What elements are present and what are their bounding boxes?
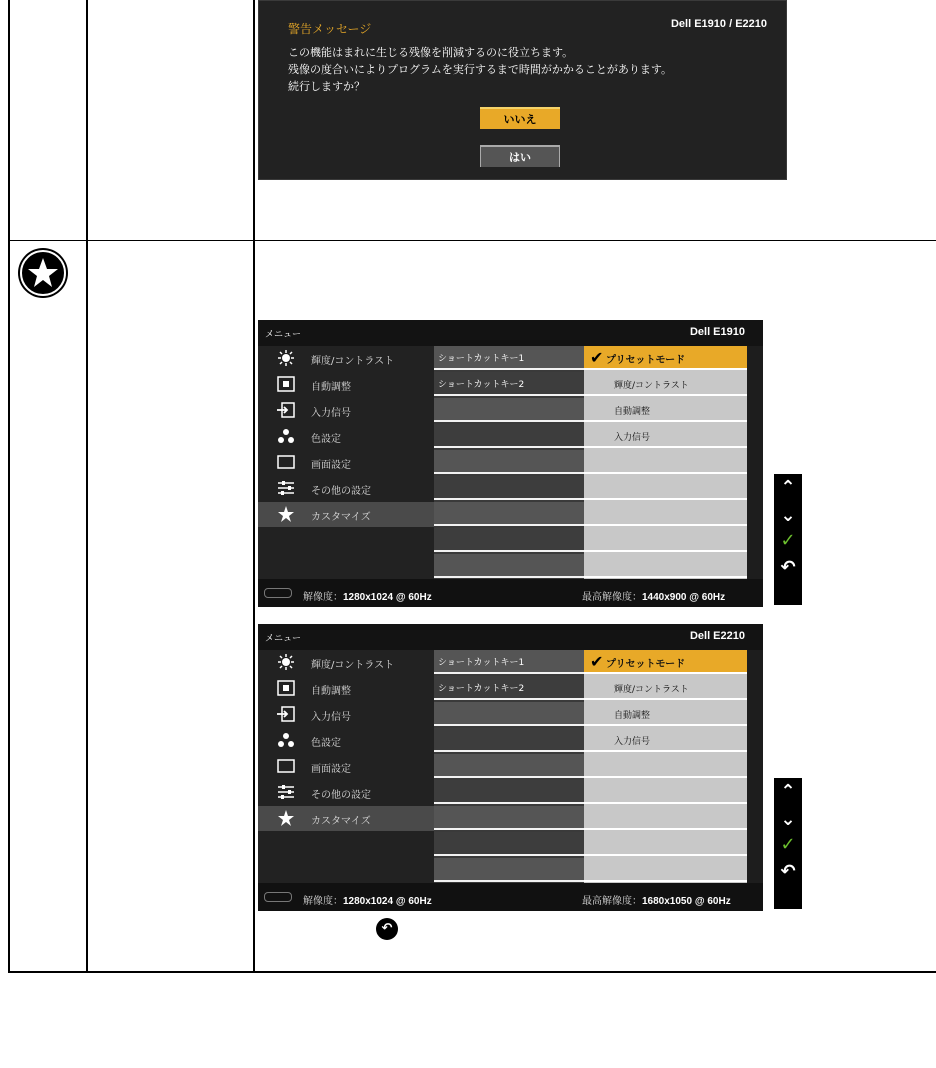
vga-connector-icon: [264, 892, 292, 902]
down-arrow-icon[interactable]: ⌄: [780, 505, 796, 526]
osd-menu-item[interactable]: [258, 346, 434, 371]
shortcut-key-row[interactable]: [434, 858, 584, 882]
input-source-icon: [277, 402, 295, 418]
shortcut-key-label: ショートカットキー1: [438, 354, 525, 364]
osd-header: [258, 624, 763, 650]
warning-line: この機能はまれに生じる残像を削減するのに役立ちます。: [288, 46, 574, 59]
check-icon: ✔: [590, 348, 604, 367]
warning-line: 続行しますか？: [288, 80, 365, 93]
max-resolution-text: [582, 892, 731, 907]
osd-menu-item[interactable]: [258, 728, 434, 753]
osd-menu-item[interactable]: [258, 650, 434, 675]
option-row[interactable]: [584, 858, 747, 882]
option-row[interactable]: [584, 780, 747, 804]
osd-menu-item-label: 輝度/コントラスト: [311, 356, 395, 367]
auto-adjust-icon: [277, 680, 295, 696]
check-icon[interactable]: ✓: [780, 530, 796, 551]
option-row[interactable]: [584, 424, 747, 448]
table-row-divider: [8, 240, 936, 241]
shortcut-key-label: ショートカットキー1: [438, 658, 525, 668]
osd-menu-item-label: 色設定: [311, 738, 341, 749]
brightness-icon: [277, 350, 295, 366]
resolution-text: [303, 892, 432, 907]
vga-connector-icon: [264, 588, 292, 598]
shortcut-key-row[interactable]: [434, 372, 584, 396]
osd-menu-item[interactable]: [258, 450, 434, 475]
osd-shortcut-column: [434, 650, 584, 883]
table-divider-col1: [86, 0, 88, 972]
osd-option-column: [584, 346, 747, 579]
osd-menu-title: メニュー: [265, 634, 302, 644]
max-resolution-value: 1680x1050 @ 60Hz: [642, 896, 731, 907]
up-arrow-icon[interactable]: ⌃: [780, 477, 796, 498]
osd-side-nav: [774, 778, 802, 909]
option-row[interactable]: [584, 806, 747, 830]
osd-footer: [258, 883, 763, 911]
option-row[interactable]: [584, 754, 747, 778]
option-label: 輝度/コントラスト: [614, 685, 689, 695]
back-icon[interactable]: ↶: [780, 861, 796, 882]
display-settings-icon: [277, 454, 295, 470]
yes-button[interactable]: はい: [480, 145, 560, 167]
option-label: 輝度/コントラスト: [614, 381, 689, 391]
shortcut-key-label: ショートカットキー2: [438, 684, 525, 694]
input-source-icon: [277, 706, 295, 722]
option-label: 自動調整: [614, 407, 651, 417]
warning-title: 警告メッセージ: [288, 22, 372, 36]
osd-menu-item-label: 自動調整: [311, 382, 351, 393]
osd-menu-item-label: その他の設定: [311, 790, 371, 801]
warning-model: Dell E1910 / E2210: [670, 18, 767, 30]
warning-message: [288, 45, 672, 96]
check-icon: ✔: [590, 652, 604, 671]
osd-menu-item[interactable]: [258, 372, 434, 397]
option-label: プリセットモード: [606, 659, 686, 670]
shortcut-key-row[interactable]: [434, 554, 584, 578]
warning-line: 残像の度合いによりプログラムを実行するまで時間がかかることがあります。: [288, 63, 673, 76]
option-row[interactable]: [584, 476, 747, 500]
osd-menu-item[interactable]: [258, 754, 434, 779]
osd-menu-panel: [258, 624, 763, 911]
osd-side-nav: [774, 474, 802, 605]
resolution-value: 1280x1024 @ 60Hz: [343, 896, 432, 907]
shortcut-key-row[interactable]: [434, 424, 584, 448]
shortcut-key-row[interactable]: [434, 780, 584, 804]
osd-menu-item-label: 入力信号: [311, 408, 351, 419]
shortcut-key-row[interactable]: [434, 476, 584, 500]
osd-menu-item[interactable]: [258, 398, 434, 423]
other-settings-icon: [277, 480, 295, 496]
warning-dialog: [258, 0, 787, 180]
max-resolution-label: 最高解像度：: [582, 592, 642, 603]
shortcut-key-row[interactable]: [434, 398, 584, 422]
osd-menu-item-label: カスタマイズ: [311, 816, 371, 827]
max-resolution-label: 最高解像度：: [582, 896, 642, 907]
osd-menu-item[interactable]: [258, 502, 434, 527]
option-row[interactable]: [584, 702, 747, 726]
check-icon[interactable]: ✓: [780, 834, 796, 855]
osd-menu-item-label: その他の設定: [311, 486, 371, 497]
osd-menu-title: メニュー: [265, 330, 302, 340]
star-icon: [18, 248, 68, 298]
other-settings-icon: [277, 784, 295, 800]
osd-menu-item-label: 画面設定: [311, 764, 351, 775]
table-border-bottom: [8, 971, 936, 973]
osd-menu-panel: [258, 320, 763, 607]
option-row[interactable]: [584, 554, 747, 578]
color-settings-icon: [277, 732, 295, 748]
osd-model-name: Dell E1910: [689, 326, 745, 338]
option-row[interactable]: [584, 372, 747, 396]
star-icon: [277, 506, 295, 522]
option-row[interactable]: [584, 650, 747, 674]
option-label: 入力信号: [614, 737, 651, 747]
osd-main-menu: [258, 650, 434, 883]
no-button[interactable]: いいえ: [480, 107, 560, 129]
max-resolution-value: 1440x900 @ 60Hz: [642, 592, 726, 603]
option-row[interactable]: [584, 398, 747, 422]
resolution-value: 1280x1024 @ 60Hz: [343, 592, 432, 603]
shortcut-key-row[interactable]: [434, 832, 584, 856]
brightness-icon: [277, 654, 295, 670]
shortcut-key-row[interactable]: [434, 754, 584, 778]
option-row[interactable]: [584, 528, 747, 552]
osd-menu-item-label: 自動調整: [311, 686, 351, 697]
osd-menu-item[interactable]: [258, 476, 434, 501]
osd-shortcut-column: [434, 346, 584, 579]
option-row[interactable]: [584, 832, 747, 856]
osd-menu-item-label: 入力信号: [311, 712, 351, 723]
osd-menu-item-label: 色設定: [311, 434, 341, 445]
down-arrow-icon[interactable]: ⌄: [780, 809, 796, 830]
osd-header: [258, 320, 763, 346]
osd-menu-item[interactable]: [258, 702, 434, 727]
osd-menu-item[interactable]: [258, 424, 434, 449]
shortcut-key-row[interactable]: [434, 806, 584, 830]
resolution-text: [303, 588, 432, 603]
osd-menu-item-label: 画面設定: [311, 460, 351, 471]
osd-menu-item[interactable]: [258, 676, 434, 701]
osd-menu-item[interactable]: [258, 780, 434, 805]
color-settings-icon: [277, 428, 295, 444]
osd-footer: [258, 579, 763, 607]
osd-option-column: [584, 650, 747, 883]
osd-menu-item[interactable]: [258, 806, 434, 831]
shortcut-key-row[interactable]: [434, 450, 584, 474]
shortcut-key-row[interactable]: [434, 346, 584, 370]
osd-menu-item-label: 輝度/コントラスト: [311, 660, 395, 671]
shortcut-key-row[interactable]: [434, 676, 584, 700]
max-resolution-text: [582, 588, 725, 603]
display-settings-icon: [277, 758, 295, 774]
option-row[interactable]: [584, 502, 747, 526]
shortcut-key-row[interactable]: [434, 702, 584, 726]
table-border-left: [8, 0, 10, 972]
shortcut-key-row[interactable]: [434, 650, 584, 674]
option-row[interactable]: [584, 676, 747, 700]
back-icon[interactable]: ↶: [780, 557, 796, 578]
osd-menu-item-label: カスタマイズ: [311, 512, 371, 523]
star-icon: [277, 810, 295, 826]
shortcut-key-row[interactable]: [434, 502, 584, 526]
option-row[interactable]: [584, 346, 747, 370]
option-row[interactable]: [584, 450, 747, 474]
option-label: 入力信号: [614, 433, 651, 443]
up-arrow-icon[interactable]: ⌃: [780, 781, 796, 802]
auto-adjust-icon: [277, 376, 295, 392]
option-label: プリセットモード: [606, 355, 686, 366]
resolution-label: 解像度：: [303, 592, 343, 603]
shortcut-key-row[interactable]: [434, 728, 584, 752]
resolution-label: 解像度：: [303, 896, 343, 907]
option-row[interactable]: [584, 728, 747, 752]
option-label: 自動調整: [614, 711, 651, 721]
shortcut-key-row[interactable]: [434, 528, 584, 552]
osd-main-menu: [258, 346, 434, 579]
table-divider-col2: [253, 0, 255, 972]
osd-model-name: Dell E2210: [689, 630, 745, 642]
back-button-icon: ↶: [376, 918, 398, 940]
shortcut-key-label: ショートカットキー2: [438, 380, 525, 390]
